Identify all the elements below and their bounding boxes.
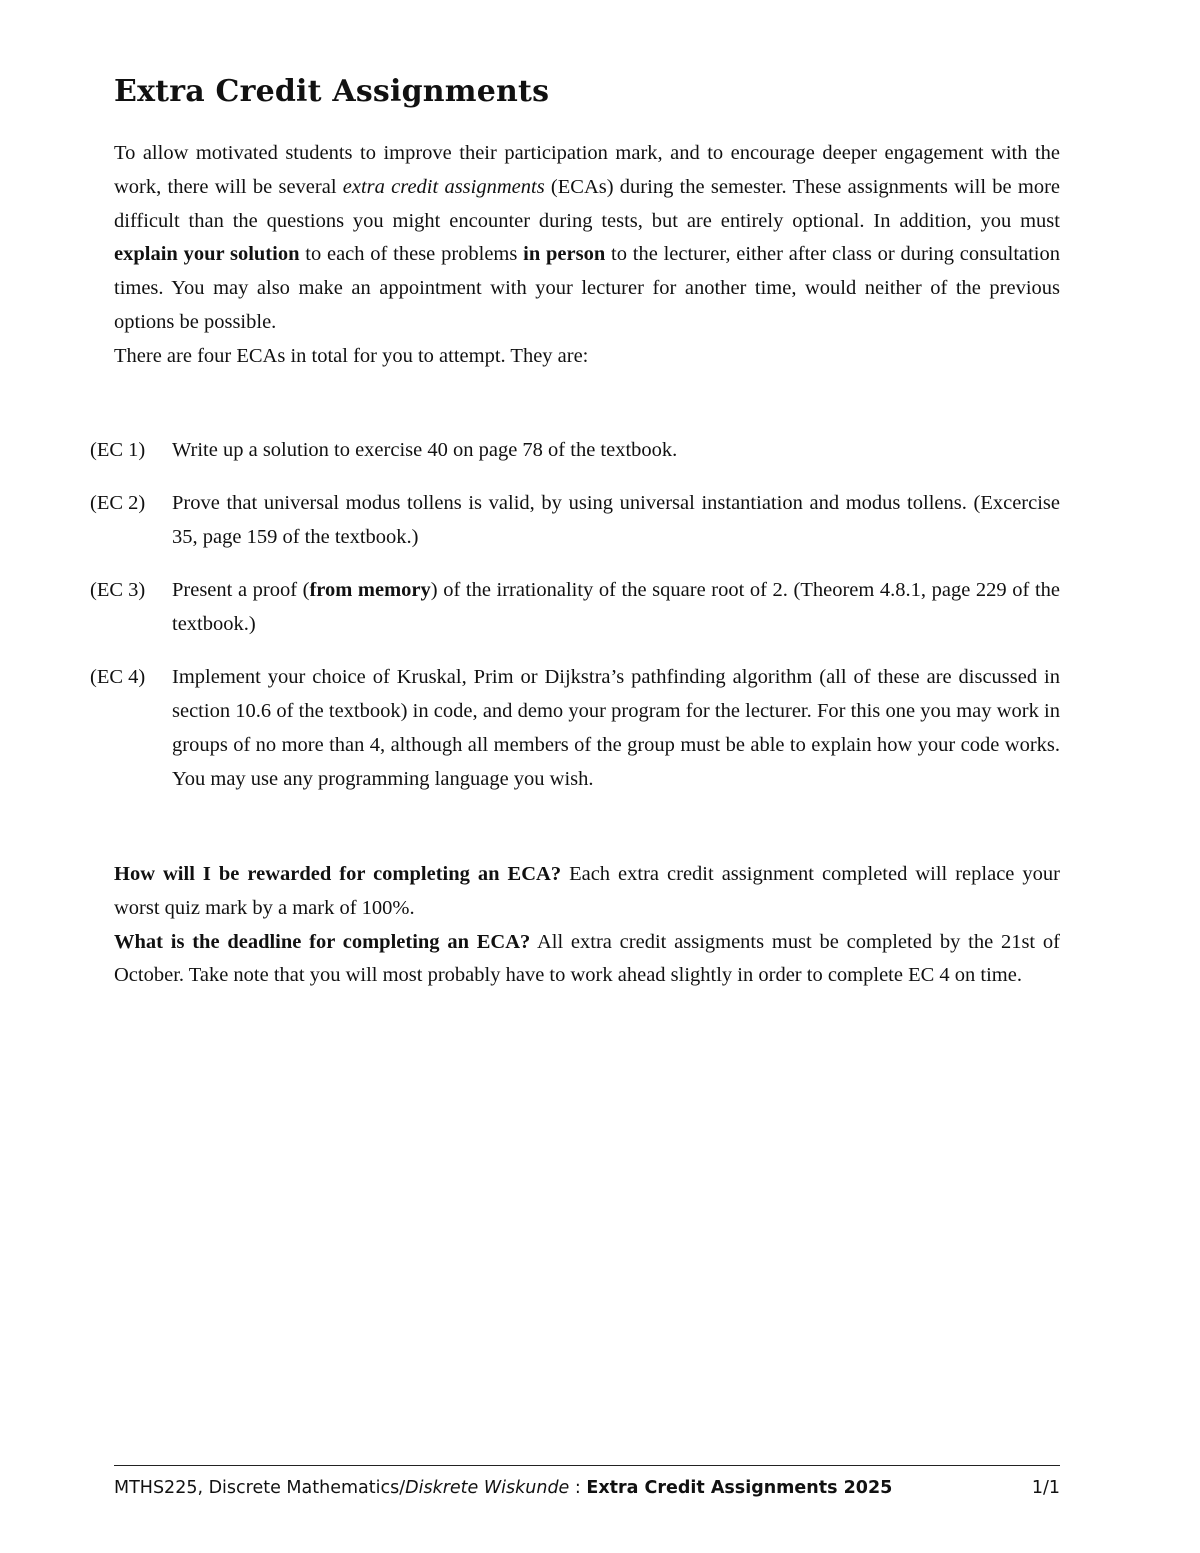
footer-doc-title: Extra Credit Assignments 2025: [586, 1478, 893, 1498]
intro-strong-explain: explain your solution: [114, 243, 300, 266]
assignment-text: Implement your choice of Kruskal, Prim or Dijkstra’s pathfinding algorithm (all of these are discussed in section 10.6 of the textbook) in code, and demo your program for the lecturer. For this one you may work in groups of no more than 4, although all members of the group must be able to explain how your code works. You may use any programming language you wish.: [172, 666, 1060, 790]
assignment-text: [172, 574, 1060, 642]
assignment-text: Prove that universal modus tollens is valid, by using universal instantiation and modus tollens. (Excercise 35, page 159 of the textbook.): [172, 492, 1060, 549]
intro-text-b: (ECAs) during the semester. These assignments will be more difficult than the questions you might encounter during tests, but are entirely optional. In addition, you must: [114, 175, 1060, 232]
assignment-list: [90, 434, 1060, 816]
faq-question: What is the deadline for completing an ECA?: [114, 930, 531, 953]
footer-course-afrikaans: Diskrete Wiskunde: [405, 1478, 570, 1498]
footer-course: MTHS225, Discrete Mathematics/: [114, 1478, 406, 1498]
faq-item: [114, 858, 1060, 926]
assignment-label: (EC 4): [90, 666, 146, 689]
footer-separator: :: [569, 1478, 587, 1498]
intro-text-a: To allow motivated students to improve their participation mark, and to encourage deeper engagement with the work, there will be several: [114, 142, 1060, 198]
page-footer: [114, 1474, 1060, 1502]
footer-divider: [114, 1465, 1060, 1466]
intro-strong-in-person: in person: [523, 243, 606, 266]
faq-item: [114, 926, 1060, 994]
footer-page-number: 1/1: [1031, 1478, 1060, 1498]
faq-answer: All extra credit assigments must be completed by the 21st of October. Take note that you will most probably have to work ahead slightly in order to complete EC 4 on time.: [114, 930, 1060, 987]
intro-text-c: to each of these problems: [299, 243, 524, 266]
assignment-item: [90, 487, 1060, 555]
assignment-item: [90, 574, 1060, 642]
intro-emphasis: extra credit assignments: [342, 175, 545, 198]
assignment-text-b: ) of the irrationality of the square root of 2. (Theorem 4.8.1, page 229 of the textbook.): [172, 579, 1060, 636]
faq-answer: Each extra credit assignment completed will replace your worst quiz mark by a mark of 100%.: [114, 863, 1060, 919]
assignment-label: (EC 2): [90, 492, 146, 515]
assignment-label: (EC 1): [90, 439, 146, 461]
faq-section: [114, 858, 1060, 993]
assignment-text: Write up a solution to exercise 40 on page 78 of the textbook.: [172, 439, 678, 461]
intro-paragraph: [114, 137, 1060, 340]
assignment-text-a: Present a proof (: [172, 579, 310, 602]
assignment-label: (EC 3): [90, 579, 146, 602]
assignment-item: [90, 661, 1060, 796]
faq-question: How will I be rewarded for completing an ECA?: [114, 863, 562, 885]
intro-count-paragraph: There are four ECAs in total for you to attempt. They are:: [114, 344, 589, 367]
intro-section: [114, 137, 1060, 374]
assignment-item: [90, 434, 1060, 468]
assignment-strong-from-memory: from memory: [309, 579, 431, 602]
intro-text-d: to the lecturer, either after class or during consultation times. You may also make an appointment with your lecturer for another time, would neither of the previous options be possible.: [114, 243, 1061, 333]
footer-course-info: [114, 1474, 892, 1502]
page-title: Extra Credit Assignments: [114, 74, 550, 109]
